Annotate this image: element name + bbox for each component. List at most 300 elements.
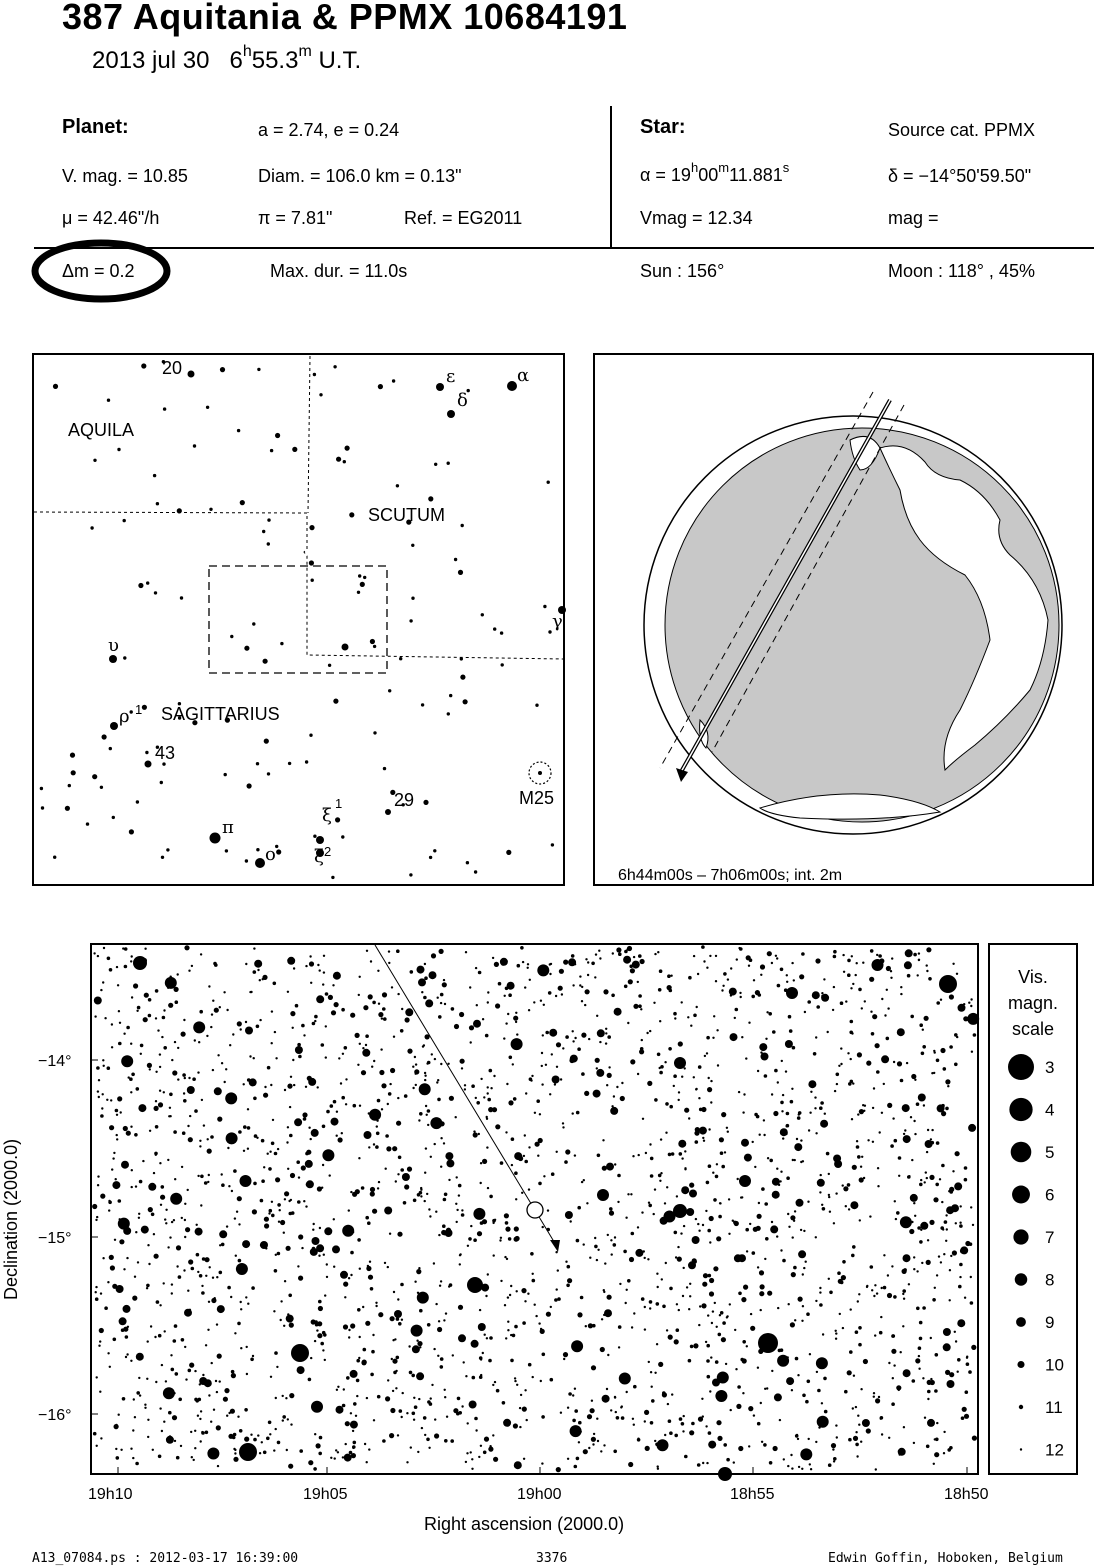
finder-star xyxy=(388,689,391,692)
field-star xyxy=(693,1076,695,1078)
field-star xyxy=(350,1421,358,1429)
finder-star xyxy=(146,581,149,584)
field-star xyxy=(148,1263,150,1265)
field-star xyxy=(514,1226,519,1231)
field-star xyxy=(905,949,913,957)
field-star xyxy=(749,1223,751,1225)
field-star xyxy=(897,1061,902,1066)
field-star xyxy=(574,1154,576,1156)
field-star xyxy=(199,1140,201,1142)
field-star xyxy=(653,1002,655,1004)
field-star xyxy=(442,1224,446,1228)
field-star xyxy=(504,1304,506,1306)
ra-hours: α = 19 xyxy=(640,165,691,185)
field-star xyxy=(723,1443,727,1447)
field-star xyxy=(653,1213,655,1215)
field-star xyxy=(485,1295,487,1297)
field-star xyxy=(929,1175,934,1180)
field-star xyxy=(596,1418,598,1420)
field-star xyxy=(97,1090,99,1092)
field-star xyxy=(785,1070,787,1072)
field-star xyxy=(715,1360,719,1364)
field-star xyxy=(417,1451,419,1453)
field-star xyxy=(528,1146,530,1148)
field-star xyxy=(826,1152,830,1156)
field-star xyxy=(269,1151,271,1153)
named-star xyxy=(109,655,117,663)
field-star xyxy=(326,1110,330,1114)
field-star xyxy=(817,1389,821,1393)
field-star xyxy=(264,1217,269,1222)
named-star xyxy=(145,761,152,768)
field-star xyxy=(150,1325,152,1327)
field-star xyxy=(310,982,312,984)
field-star xyxy=(333,1218,335,1220)
field-star xyxy=(135,1462,139,1466)
field-star xyxy=(607,1354,609,1356)
field-star xyxy=(234,1452,236,1454)
field-star xyxy=(877,1167,879,1169)
field-star xyxy=(345,1421,350,1426)
field-star xyxy=(875,1398,880,1403)
field-star xyxy=(794,1319,796,1321)
field-star xyxy=(808,1080,816,1088)
field-star xyxy=(858,1326,862,1330)
field-star xyxy=(413,1397,415,1399)
field-star xyxy=(537,1155,539,1157)
field-star xyxy=(298,1176,300,1178)
field-star xyxy=(416,1269,421,1274)
field-star xyxy=(823,1377,827,1381)
field-star xyxy=(555,995,557,997)
field-star xyxy=(147,1244,149,1246)
field-star xyxy=(669,1431,673,1435)
star-vmag: Vmag = 12.34 xyxy=(640,208,753,228)
field-star xyxy=(223,991,225,993)
finder-star xyxy=(107,399,110,402)
field-star xyxy=(459,1254,461,1256)
field-star xyxy=(163,1009,165,1011)
field-star xyxy=(382,1439,386,1443)
field-star xyxy=(224,1388,229,1393)
field-star xyxy=(171,1059,173,1061)
field-star xyxy=(947,1380,955,1388)
finder-star xyxy=(551,843,554,846)
field-star xyxy=(933,1463,935,1465)
named-star xyxy=(188,371,195,378)
field-star xyxy=(936,1001,940,1005)
field-star xyxy=(172,1070,177,1075)
field-star xyxy=(429,971,437,979)
field-star xyxy=(297,1265,299,1267)
field-star xyxy=(286,1449,288,1451)
field-star xyxy=(590,1408,595,1413)
field-star xyxy=(485,1034,489,1038)
field-star xyxy=(96,1445,98,1447)
field-star xyxy=(782,1259,786,1263)
field-star xyxy=(754,1166,756,1168)
finder-star xyxy=(275,433,280,438)
field-star xyxy=(333,1266,335,1268)
field-star xyxy=(358,1157,360,1159)
field-star xyxy=(847,1370,852,1375)
label-upsilon: υ xyxy=(108,635,119,656)
field-star xyxy=(464,1084,466,1086)
field-star xyxy=(199,1010,203,1014)
field-star xyxy=(418,978,426,986)
field-star xyxy=(306,1180,314,1188)
field-star xyxy=(668,1335,673,1340)
field-star xyxy=(828,1196,830,1198)
chart-field-box xyxy=(209,566,387,673)
field-star xyxy=(377,1187,379,1189)
field-star xyxy=(774,1069,778,1073)
field-star xyxy=(412,1412,416,1416)
field-star xyxy=(689,1283,691,1285)
field-star xyxy=(123,1305,131,1313)
field-star xyxy=(321,1187,323,1189)
field-star xyxy=(308,1078,316,1086)
field-star xyxy=(507,1296,509,1298)
field-star xyxy=(896,1211,900,1215)
field-star xyxy=(487,1086,489,1088)
field-star xyxy=(317,1333,322,1338)
field-star xyxy=(116,1138,118,1140)
field-star xyxy=(469,1401,477,1409)
field-star xyxy=(879,1331,883,1335)
field-star xyxy=(116,1456,120,1460)
finder-star xyxy=(319,393,322,396)
field-star xyxy=(492,1434,494,1436)
field-star xyxy=(297,1200,301,1204)
field-star xyxy=(767,1291,772,1296)
field-star xyxy=(615,1411,617,1413)
field-star xyxy=(764,1202,768,1206)
field-star xyxy=(913,953,917,957)
field-star xyxy=(245,1296,247,1298)
field-star xyxy=(886,989,888,991)
field-star xyxy=(409,1371,413,1375)
field-star xyxy=(148,1014,152,1018)
field-star xyxy=(277,1252,281,1256)
field-star xyxy=(772,1191,780,1199)
field-star xyxy=(159,1090,161,1092)
field-star xyxy=(706,1036,710,1040)
field-star xyxy=(197,1071,199,1073)
field-star xyxy=(155,1154,157,1156)
field-star xyxy=(128,1076,130,1078)
finder-star xyxy=(93,459,96,462)
field-star xyxy=(480,1445,482,1447)
field-star xyxy=(273,1310,275,1312)
field-star xyxy=(949,1446,953,1450)
field-star xyxy=(920,1229,922,1231)
field-star xyxy=(436,1081,438,1083)
field-star xyxy=(162,1016,166,1020)
field-star xyxy=(620,1096,625,1101)
ra-s-unit: s xyxy=(782,160,790,175)
field-star xyxy=(207,1149,212,1154)
field-star xyxy=(298,1234,303,1239)
field-star xyxy=(439,1285,441,1287)
field-star xyxy=(971,1345,976,1350)
field-star xyxy=(236,1211,238,1213)
field-star xyxy=(572,1030,574,1032)
field-star xyxy=(478,971,482,975)
field-star xyxy=(903,1426,905,1428)
label-29: 29 xyxy=(394,790,415,810)
field-star xyxy=(944,1220,948,1224)
field-star xyxy=(149,1068,151,1070)
field-star xyxy=(477,1231,482,1236)
field-star xyxy=(781,1060,783,1062)
field-star xyxy=(628,1462,633,1467)
field-star xyxy=(707,1375,711,1379)
field-star xyxy=(455,1116,457,1118)
field-star xyxy=(334,1002,339,1007)
field-star xyxy=(181,1217,183,1219)
field-star xyxy=(425,1105,427,1107)
field-star xyxy=(900,1351,902,1353)
field-star xyxy=(668,1047,672,1051)
field-star xyxy=(927,1390,931,1394)
field-star xyxy=(588,1323,593,1328)
field-star xyxy=(716,1236,721,1241)
field-star xyxy=(139,1394,141,1396)
field-star xyxy=(776,957,778,959)
field-star xyxy=(107,1352,109,1354)
field-star xyxy=(777,984,781,988)
field-star xyxy=(368,1146,370,1148)
field-star xyxy=(556,1467,561,1472)
field-star xyxy=(579,975,581,977)
field-star xyxy=(835,1330,837,1332)
ra-seconds: 11.881 xyxy=(729,165,783,185)
field-star xyxy=(679,1152,683,1156)
field-star xyxy=(144,993,149,998)
field-star xyxy=(941,1201,943,1203)
field-star xyxy=(249,1078,257,1086)
field-star xyxy=(936,1422,938,1424)
field-star xyxy=(424,963,426,965)
field-star xyxy=(362,1360,367,1365)
field-star xyxy=(486,1116,488,1118)
field-star xyxy=(459,1263,461,1265)
field-star xyxy=(837,1271,841,1275)
field-star xyxy=(782,1094,784,1096)
field-star xyxy=(674,1434,678,1438)
finder-star xyxy=(547,481,550,484)
field-star xyxy=(943,1431,945,1433)
field-star xyxy=(616,947,621,952)
field-star xyxy=(828,1278,830,1280)
field-star xyxy=(530,1252,534,1256)
finder-star xyxy=(109,747,112,750)
field-star xyxy=(397,1434,399,1436)
field-star xyxy=(835,1332,837,1334)
field-star xyxy=(688,1308,690,1310)
field-star xyxy=(345,1443,347,1445)
field-star xyxy=(518,1464,520,1466)
field-star xyxy=(144,948,146,950)
finder-star xyxy=(343,460,346,463)
field-star xyxy=(633,1004,638,1009)
field-star xyxy=(821,1402,823,1404)
field-star xyxy=(217,1305,225,1313)
field-star xyxy=(671,1393,673,1395)
field-star xyxy=(330,1104,334,1108)
field-star xyxy=(822,1333,824,1335)
field-star xyxy=(702,1137,704,1139)
field-star xyxy=(674,1339,679,1344)
field-star xyxy=(771,962,773,964)
field-star xyxy=(263,1166,265,1168)
field-star xyxy=(402,1173,410,1181)
field-star xyxy=(273,1449,275,1451)
field-star xyxy=(834,1160,842,1168)
field-star xyxy=(348,1329,350,1331)
field-star xyxy=(412,1345,420,1353)
field-star xyxy=(887,1293,892,1298)
field-star xyxy=(253,1097,257,1101)
field-star xyxy=(424,1075,426,1077)
field-star xyxy=(701,1303,706,1308)
field-star xyxy=(872,1107,874,1109)
max-duration: Max. dur. = 11.0s xyxy=(270,261,408,281)
field-star xyxy=(757,1367,759,1369)
field-star xyxy=(743,1285,748,1290)
field-star xyxy=(918,952,920,954)
field-star xyxy=(226,1009,228,1011)
field-star xyxy=(919,1023,923,1027)
field-star xyxy=(384,1262,386,1264)
field-star xyxy=(191,1456,193,1458)
field-star xyxy=(121,1161,129,1169)
finder-star xyxy=(460,657,463,660)
field-star xyxy=(395,1180,397,1182)
field-star xyxy=(290,1011,295,1016)
field-star xyxy=(883,1254,885,1256)
field-star xyxy=(424,1172,426,1174)
field-star xyxy=(277,1441,281,1445)
field-star xyxy=(893,1061,895,1063)
field-star xyxy=(585,989,590,994)
field-star xyxy=(368,1112,370,1114)
field-star xyxy=(887,1274,889,1276)
field-star xyxy=(957,1371,959,1373)
field-star xyxy=(867,1139,869,1141)
field-star xyxy=(219,1271,223,1275)
field-star xyxy=(915,1358,920,1363)
field-star xyxy=(419,1083,431,1095)
field-star xyxy=(482,1018,484,1020)
field-star xyxy=(726,1127,728,1129)
field-star xyxy=(173,1130,177,1134)
field-star xyxy=(930,1337,932,1339)
field-star xyxy=(858,1424,860,1426)
field-star xyxy=(350,1412,352,1414)
field-star xyxy=(440,1121,445,1126)
field-star xyxy=(200,1175,204,1179)
field-star xyxy=(140,1044,144,1048)
field-star xyxy=(123,1126,128,1131)
field-star xyxy=(159,1304,161,1306)
field-star xyxy=(264,1223,269,1228)
field-star xyxy=(607,1073,612,1078)
legend-mag-11-label: 11 xyxy=(1045,1398,1063,1417)
field-star xyxy=(316,1329,318,1331)
field-star xyxy=(808,1438,810,1440)
field-star xyxy=(943,1253,945,1255)
field-star xyxy=(467,1422,469,1424)
field-star xyxy=(631,1326,633,1328)
field-star xyxy=(856,1145,860,1149)
finder-star xyxy=(421,703,424,706)
field-star xyxy=(163,1046,167,1050)
field-star xyxy=(357,1308,361,1312)
field-star xyxy=(746,1250,748,1252)
field-star xyxy=(375,1305,377,1307)
field-star xyxy=(335,1449,337,1451)
field-star xyxy=(924,1417,926,1419)
field-star xyxy=(505,1221,509,1225)
field-star xyxy=(883,1286,887,1290)
field-star xyxy=(191,1267,195,1271)
field-star xyxy=(116,1114,118,1116)
field-star xyxy=(326,1276,328,1278)
field-star xyxy=(305,1086,307,1088)
field-star xyxy=(842,1327,844,1329)
field-star xyxy=(763,1119,765,1121)
named-star xyxy=(342,644,349,651)
field-star xyxy=(581,1000,583,1002)
field-star xyxy=(809,1112,811,1114)
field-star xyxy=(656,1273,658,1275)
field-star xyxy=(637,1226,639,1228)
field-star xyxy=(475,967,477,969)
field-star xyxy=(800,1229,802,1231)
field-star xyxy=(121,1328,125,1332)
field-star xyxy=(853,1375,855,1377)
field-star xyxy=(757,1422,761,1426)
field-star xyxy=(578,1441,580,1443)
field-star xyxy=(583,1449,588,1454)
field-star xyxy=(750,1326,755,1331)
field-star xyxy=(437,1327,442,1332)
field-star xyxy=(257,1434,259,1436)
field-star xyxy=(628,979,633,984)
field-star xyxy=(641,1039,643,1041)
field-star xyxy=(124,965,128,969)
finder-star xyxy=(309,525,314,530)
field-star xyxy=(632,1155,634,1157)
field-star xyxy=(164,1330,166,1332)
field-star xyxy=(716,1029,718,1031)
field-star xyxy=(476,1004,478,1006)
field-star xyxy=(370,1187,375,1192)
field-star xyxy=(211,1362,213,1364)
field-star xyxy=(201,1099,203,1101)
field-star xyxy=(174,1440,176,1442)
field-star xyxy=(337,1451,339,1453)
field-star xyxy=(948,1190,950,1192)
field-star xyxy=(694,1131,699,1136)
field-star xyxy=(322,983,324,985)
field-star xyxy=(249,1055,251,1057)
field-star xyxy=(611,994,615,998)
finder-star xyxy=(333,365,336,368)
field-star xyxy=(461,1209,463,1211)
